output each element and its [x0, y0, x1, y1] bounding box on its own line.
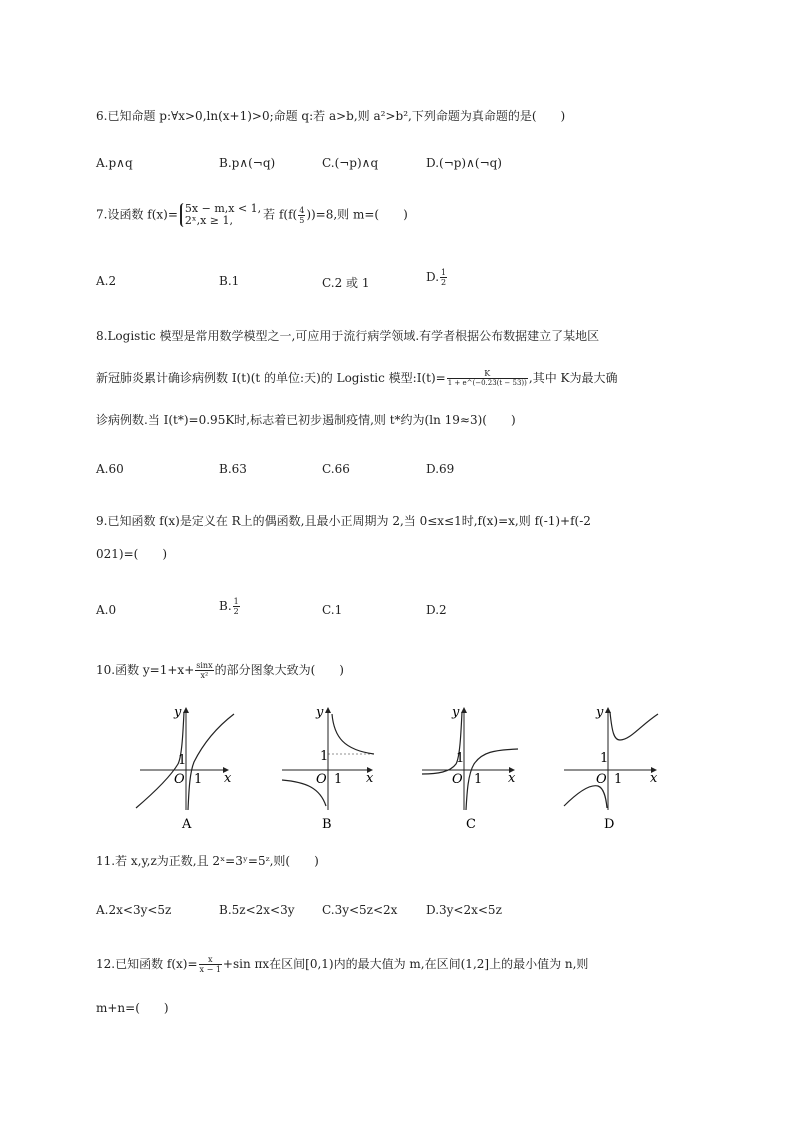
- q8-option-c: C.66: [322, 462, 350, 476]
- q8-line2: [96, 369, 618, 388]
- q7-option-b: B.1: [219, 274, 240, 288]
- q8-frac-den: 1 + e^(−0.23(t − 53)): [447, 379, 527, 387]
- q10-post: 的部分图象大致为( ): [214, 663, 344, 677]
- q12-fraction: [199, 955, 222, 974]
- q7-option-d: [426, 268, 448, 287]
- graph-b-x-label: x: [366, 771, 374, 786]
- graph-b-curve-right: [332, 714, 374, 754]
- q7-case2: 2ˣ,x ≥ 1,: [184, 214, 233, 227]
- q7-option-c: C.2 或 1: [322, 276, 370, 290]
- q12-pre: 12.已知函数 f(x)=: [96, 957, 198, 971]
- q12-line1: [96, 955, 588, 974]
- q7-fraction: [298, 206, 305, 225]
- q7-optd-num: 1: [441, 268, 447, 277]
- graph-c-one-y: 1: [456, 751, 465, 766]
- q8-line2-pre: 新冠肺炎累计确诊病例数 I(t)(t 的单位:天)的 Logistic 模型:I(t)=: [96, 371, 446, 385]
- q9-line1: 9.已知函数 f(x)是定义在 R上的偶函数,且最小正周期为 2,当 0≤x≤1时,f(x)=x,则 f(-1)+f(-2: [96, 514, 591, 528]
- graph-b-origin: O: [316, 772, 327, 787]
- q11-option-b: B.5z<2x<3y: [219, 903, 295, 917]
- graph-d-y-label: y: [596, 705, 604, 720]
- graph-c-x-label: x: [508, 771, 516, 786]
- q9-option-b-fraction: [233, 597, 240, 616]
- graph-d-curve-left: [564, 786, 607, 808]
- graph-d-one-x: 1: [614, 772, 623, 787]
- q6-option-d: D.(¬p)∧(¬q): [426, 156, 502, 170]
- graph-d-label: D: [604, 817, 615, 832]
- q8-line3: 诊病例数.当 I(t*)=0.95K时,标志着已初步遏制疫情,则 t*约为(ln 19≈3)( ): [96, 413, 516, 427]
- q6-option-b: B.p∧(¬q): [219, 156, 276, 170]
- graph-d-origin: O: [596, 772, 607, 787]
- q8-line1: 8.Logistic 模型是常用数学模型之一,可应用于流行病学领域.有学者根据公布数据建立了某地区: [96, 329, 600, 343]
- q10-fraction: [195, 661, 213, 680]
- q7-suffix: ))=8,则 m=( ): [306, 207, 408, 222]
- graph-a-y-label: y: [174, 705, 182, 720]
- graph-b-label: B: [322, 817, 332, 832]
- q10-frac-den: x²: [200, 671, 209, 680]
- q7-prefix: 7.设函数 f(x)=: [96, 207, 178, 222]
- q8-frac-num: K: [447, 369, 528, 379]
- graph-d-curve-right: [610, 712, 658, 740]
- graph-d-x-label: x: [650, 771, 658, 786]
- q9-option-a: A.0: [96, 603, 117, 617]
- graph-c-origin: O: [452, 772, 463, 787]
- graph-c-one-x: 1: [474, 772, 483, 787]
- graph-a-one-y: 1: [178, 753, 187, 768]
- q6-option-a: A.p∧q: [96, 156, 133, 170]
- q7-mid: 若 f(f(: [263, 207, 298, 222]
- q7-piecewise: [180, 203, 261, 227]
- q7-option-d-fraction: [440, 268, 447, 287]
- graph-b-y-label: y: [316, 705, 324, 720]
- q8-line2-post: ,其中 K为最大确: [528, 371, 618, 385]
- graph-b-one-x: 1: [334, 772, 343, 787]
- q10-pre: 10.函数 y=1+x+: [96, 663, 195, 677]
- graph-a: [132, 702, 244, 832]
- q6-stem: 6.已知命题 p:∀x>0,ln(x+1)>0;命题 q:若 a>b,则 a²>b²,下列命题为真命题的是( ): [96, 109, 566, 123]
- graph-a-origin: O: [174, 772, 185, 787]
- q11-option-a: A.2x<3y<5z: [96, 903, 172, 917]
- graph-b-one-y: 1: [320, 749, 329, 764]
- q9-optb-den: 2: [233, 607, 239, 616]
- q10-stem: [96, 661, 344, 680]
- q12-post: +sin πx在区间[0,1)内的最大值为 m,在区间(1,2]上的最小值为 n,则: [222, 957, 589, 971]
- q8-option-d: D.69: [426, 462, 455, 476]
- q11-stem: 11.若 x,y,z为正数,且 2ˣ=3ʸ=5ᶻ,则( ): [96, 854, 319, 868]
- q7-case1: 5x − m,x < 1,: [184, 202, 262, 215]
- graph-a-label: A: [182, 817, 192, 832]
- q12-line2: m+n=( ): [96, 1001, 169, 1015]
- q9-optb-num: 1: [233, 597, 239, 606]
- q10-frac-num: sinx: [196, 661, 213, 670]
- q8-option-a: A.60: [96, 462, 124, 476]
- q7-frac-num: 4: [299, 205, 305, 215]
- q9-line2: 021)=( ): [96, 547, 168, 561]
- q9-option-c: C.1: [322, 603, 343, 617]
- q8-option-b: B.63: [219, 462, 247, 476]
- graph-c: [418, 702, 530, 832]
- q9-option-b: [219, 597, 241, 616]
- q6-option-c: C.(¬p)∧q: [322, 156, 379, 170]
- graph-c-label: C: [466, 817, 476, 832]
- q11-option-c: C.3y<5z<2x: [322, 903, 398, 917]
- q7-option-d-label: D.: [426, 270, 440, 284]
- graph-a-curve-left: [136, 712, 187, 808]
- graph-a-x-label: x: [224, 771, 232, 786]
- graph-c-y-label: y: [452, 705, 460, 720]
- graph-d: [560, 702, 672, 832]
- q9-option-b-label: B.: [219, 599, 232, 613]
- q12-frac-den: x − 1: [199, 965, 221, 974]
- q7-frac-den: 5: [299, 215, 305, 225]
- q8-model-fraction: [447, 369, 528, 388]
- graph-a-curve-right: [188, 714, 234, 810]
- graph-a-one-x: 1: [194, 772, 203, 787]
- q11-option-d: D.3y<2x<5z: [426, 903, 502, 917]
- q7-option-a: A.2: [96, 274, 117, 288]
- graph-d-one-y: 1: [600, 751, 609, 766]
- q9-option-d: D.2: [426, 603, 447, 617]
- q12-frac-num: x: [199, 955, 222, 965]
- q7-optd-den: 2: [441, 278, 447, 287]
- q7-stem: [96, 203, 408, 227]
- graph-b: [276, 702, 388, 832]
